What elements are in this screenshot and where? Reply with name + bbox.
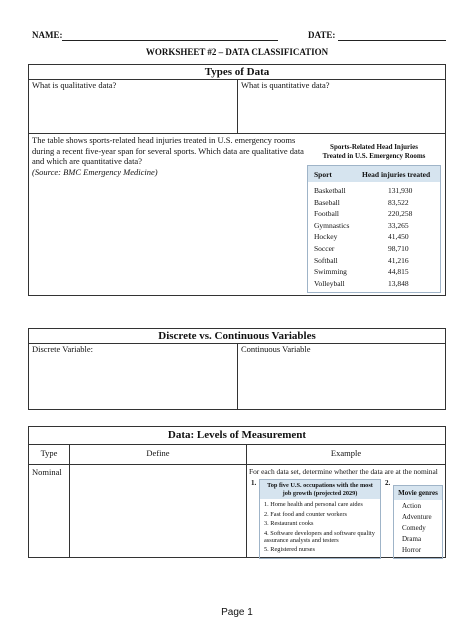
occupation-item: 4. Software developers and software quality assurance analysts and testers (264, 529, 375, 544)
page-title: WORKSHEET #2 – DATA CLASSIFICATION (145, 47, 329, 57)
sports-table (307, 165, 441, 293)
occupation-item: 5. Registered nurses (264, 545, 315, 553)
sports-table-header (308, 166, 440, 182)
discrete-title: Discrete vs. Continuous Variables (158, 330, 316, 342)
injury-count: 220,258 (388, 209, 413, 219)
set1-number: 1. (251, 479, 257, 487)
genre-item: Adventure (402, 513, 432, 521)
date-label: DATE: (308, 30, 336, 40)
sports-table-row (308, 209, 440, 220)
occupation-item: 2. Fast food and counter workers (264, 510, 347, 518)
injury-count: 44,815 (388, 267, 409, 277)
injury-count: 131,930 (388, 186, 413, 195)
qualitative-question: What is qualitative data? (32, 80, 117, 90)
nominal-label: Nominal (32, 467, 62, 477)
sports-table-row (308, 221, 440, 232)
genre-item: Action (402, 502, 422, 510)
col-define-header: Define (146, 448, 170, 458)
occupation-item: 1. Home health and personal care aides (264, 501, 363, 508)
sports-table-row (308, 267, 440, 278)
name-line[interactable] (62, 40, 278, 41)
source-text: (Source: BMC Emergency Medicine) (32, 167, 158, 177)
sport-name: Basketball (314, 186, 346, 195)
levels-section (28, 426, 446, 558)
sports-table-row (308, 232, 440, 243)
col-injuries-header: Head injuries treated (362, 170, 431, 179)
passage-text: The table shows sports-related head injuries treated in U.S. emergency rooms during a recent five-year span for several sports. Which data are qualitative data and which are quantitative data? (32, 135, 304, 166)
sports-table-title (307, 143, 441, 161)
occupations-box (259, 479, 381, 559)
discrete-label: Discrete Variable: (32, 344, 93, 354)
col-example-header: Example (330, 448, 362, 458)
genre-item: Horror (402, 546, 422, 554)
date-line[interactable] (338, 40, 446, 41)
sport-name: Gymnastics (314, 220, 350, 230)
types-section (28, 64, 446, 296)
name-label: NAME: (32, 30, 63, 40)
occupation-item: 3. Restaurant cooks (264, 520, 314, 527)
qualitative-answer-area[interactable] (29, 91, 236, 132)
col-sport-header: Sport (314, 170, 332, 179)
sports-table-title-1: Sports-Related Head Injuries (330, 143, 418, 151)
sports-table-row (308, 198, 440, 209)
genres-box (393, 485, 443, 559)
genres-title: Movie genres (394, 486, 442, 500)
set2-number: 2. (385, 479, 391, 487)
discrete-answer-area[interactable] (29, 355, 236, 409)
sport-name: Football (314, 209, 340, 219)
sports-table-row (308, 279, 440, 290)
sport-name: Softball (314, 255, 338, 265)
example-instruction: For each data set, determine whether the data are at the nominal (249, 467, 438, 476)
injury-count: 41,216 (388, 255, 409, 265)
injury-count: 13,848 (388, 278, 409, 288)
sports-table-title-2: Treated in U.S. Emergency Rooms (322, 152, 426, 160)
genre-item: Comedy (402, 524, 426, 532)
injury-count: 83,522 (388, 197, 409, 207)
levels-divider-1 (29, 444, 445, 445)
page-number: Page 1 (221, 607, 253, 618)
sport-name: Swimming (314, 267, 347, 277)
injury-count: 33,265 (388, 220, 409, 230)
continuous-label: Continuous Variable (241, 344, 311, 354)
quantitative-question: What is quantitative data? (241, 80, 330, 90)
genre-item: Drama (402, 535, 422, 543)
sports-table-row (308, 244, 440, 255)
levels-col-divider-2 (246, 444, 247, 557)
sport-name: Baseball (314, 197, 340, 207)
col-type-header: Type (40, 448, 58, 458)
continuous-answer-area[interactable] (238, 355, 445, 409)
sports-table-row (308, 186, 440, 197)
discrete-section (28, 328, 446, 410)
types-divider-bottom (29, 133, 445, 134)
sport-name: Volleyball (314, 278, 345, 288)
types-title: Types of Data (204, 66, 270, 78)
nominal-define-area[interactable] (70, 465, 245, 557)
injury-count: 41,450 (388, 232, 409, 242)
occupations-title: Top five U.S. occupations with the most job growth (projected 2029) (260, 480, 380, 499)
quantitative-answer-area[interactable] (238, 91, 445, 132)
levels-title: Data: Levels of Measurement (167, 429, 307, 441)
injury-count: 98,710 (388, 244, 409, 253)
sports-table-row (308, 256, 440, 267)
sport-name: Soccer (314, 244, 335, 253)
sport-name: Hockey (314, 232, 338, 242)
